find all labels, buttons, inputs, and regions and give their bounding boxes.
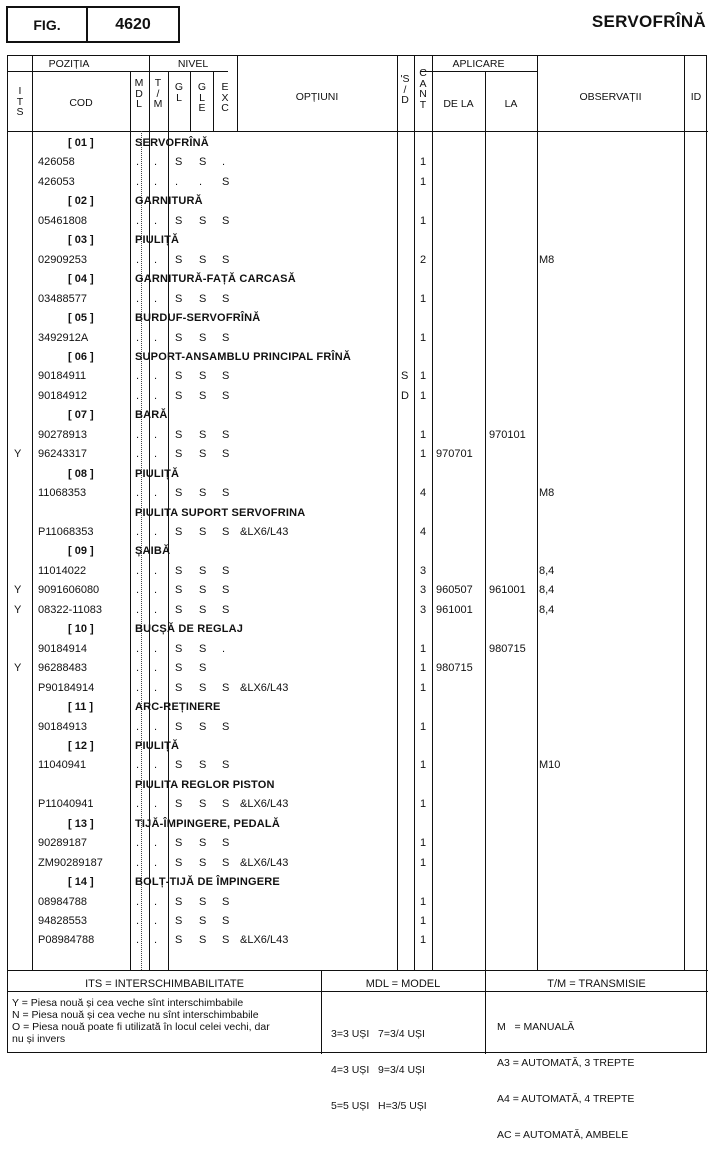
cell-exc: .	[222, 156, 226, 169]
cell-cant: 1	[420, 934, 427, 947]
section-number: [ 07 ]	[68, 409, 94, 422]
mdl-header: M D L	[134, 77, 144, 110]
cell-exc: S	[222, 584, 230, 597]
section-title: ARC-REȚINERE	[135, 701, 221, 714]
cell-cod: P90184914	[38, 681, 95, 694]
id-header: ID	[690, 91, 702, 103]
legend-title-line	[8, 991, 708, 992]
section-title: SUPORT-ANSAMBLU PRINCIPAL FRÎNĂ	[135, 350, 352, 363]
cell-cant: 4	[420, 487, 427, 500]
cell-obs: 8,4	[539, 603, 555, 616]
cell-exc: S	[222, 175, 230, 188]
legend-tm-title: T/M = TRANSMISIE	[547, 978, 646, 990]
cell-exc: S	[222, 428, 230, 441]
cell-tm: .	[154, 895, 158, 908]
cell-mdl: .	[136, 175, 140, 188]
cell-gle: S	[199, 837, 207, 850]
cell-cant: 1	[420, 175, 427, 188]
cell-cant: 3	[420, 603, 427, 616]
cell-mdl: .	[136, 253, 140, 266]
cell-cod: 08322-11083	[38, 603, 103, 616]
cell-tm: .	[154, 389, 158, 402]
section-title: PIULITA SUPORT SERVOFRINA	[135, 506, 306, 519]
gl-header: G L	[174, 81, 184, 104]
cell-gl: S	[175, 214, 183, 227]
cell-mdl: .	[136, 934, 140, 947]
optiuni-header: OPȚIUNI	[295, 91, 339, 103]
cell-exc: S	[222, 681, 230, 694]
cell-gl: S	[175, 389, 183, 402]
cell-exc: S	[222, 564, 230, 577]
cell-its: Y	[14, 662, 22, 675]
cell-opt: &LX6/L43	[240, 798, 289, 811]
cell-mdl: .	[136, 798, 140, 811]
observatii-header: OBSERVAȚII	[579, 91, 642, 103]
cell-mdl: .	[136, 448, 140, 461]
cell-cod: 11068353	[38, 487, 87, 500]
cell-tm: .	[154, 934, 158, 947]
cell-cant: 1	[420, 662, 427, 675]
cell-gle: S	[199, 389, 207, 402]
cell-exc: S	[222, 448, 230, 461]
cell-mdl: .	[136, 487, 140, 500]
figure-number: 4620	[115, 15, 151, 33]
gle-header: G L E	[197, 81, 207, 114]
section-number: [ 08 ]	[68, 467, 94, 480]
la-header: LA	[504, 98, 518, 110]
cell-gle: S	[199, 895, 207, 908]
its-header: I T S	[16, 85, 24, 118]
section-title: TIJĂ-ÎMPINGERE, PEDALĂ	[135, 817, 280, 830]
cell-tm: .	[154, 331, 158, 344]
cell-mdl: .	[136, 759, 140, 772]
cell-mdl: .	[136, 370, 140, 383]
cell-its: Y	[14, 584, 22, 597]
section-title: SERVOFRÎNĂ	[135, 137, 209, 149]
cell-mdl: .	[136, 292, 140, 305]
cell-cod: 426058	[38, 156, 75, 169]
legend-mdl-text: 3=3 UȘI 7=3/4 UȘI 4=3 UȘI 9=3/4 UȘI 5=5 UȘI H=3/5 UȘI	[331, 1028, 427, 1112]
cell-cod: 96243317	[38, 448, 87, 461]
cell-cant: 1	[420, 856, 427, 869]
cell-gl: S	[175, 837, 183, 850]
section-title: PIULIȚĂ	[135, 467, 180, 480]
cell-la: 970101	[489, 428, 526, 441]
cell-cod: P11068353	[38, 526, 94, 538]
cell-obs: M8	[539, 487, 555, 500]
legend-top-line	[8, 970, 708, 971]
cell-exc: S	[222, 856, 230, 869]
cell-obs: M10	[539, 759, 561, 772]
cell-dela: 980715	[436, 662, 473, 675]
cell-mdl: .	[136, 681, 140, 694]
cell-gle: S	[199, 720, 207, 733]
cell-obs: 8,4	[539, 584, 555, 597]
cell-exc: S	[222, 798, 230, 811]
cell-tm: .	[154, 681, 158, 694]
section-number: [ 04 ]	[68, 273, 94, 286]
cell-cod: 94828553	[38, 915, 87, 927]
cell-gl: S	[175, 584, 183, 597]
cell-mdl: .	[136, 156, 140, 169]
cell-cant: 2	[420, 253, 427, 266]
cell-gle: S	[199, 681, 207, 694]
cell-cant: 1	[420, 370, 427, 383]
cell-dela: 960507	[436, 584, 473, 597]
cell-mdl: .	[136, 662, 140, 675]
cell-exc: S	[222, 487, 230, 500]
section-number: [ 10 ]	[68, 623, 94, 636]
section-title: BOLȚ-TIJĂ DE ÎMPINGERE	[135, 876, 280, 889]
cell-gle: S	[199, 487, 207, 500]
cell-cod: P08984788	[38, 934, 95, 947]
cell-gl: .	[175, 175, 179, 188]
cell-mdl: .	[136, 214, 140, 227]
cell-opt: &LX6/L43	[240, 856, 289, 869]
cell-cod: 90289187	[38, 837, 87, 850]
cell-cant: 1	[420, 292, 427, 305]
cell-tm: .	[154, 156, 158, 169]
cell-mdl: .	[136, 720, 140, 733]
cell-gl: S	[175, 370, 183, 383]
cell-tm: .	[154, 370, 158, 383]
cell-mdl: .	[136, 837, 140, 850]
cell-opt: &LX6/L43	[240, 681, 289, 694]
header-bottom-line	[8, 131, 708, 132]
section-number: [ 01 ]	[68, 137, 94, 149]
cell-cant: 3	[420, 584, 427, 597]
header-divider	[420, 71, 537, 72]
cell-exc: S	[222, 895, 230, 908]
figure-label: FIG.	[8, 8, 88, 41]
cell-gl: S	[175, 934, 183, 947]
cell-cant: 1	[420, 214, 427, 227]
sd-header: 'S / D	[400, 73, 410, 106]
legend-its-text: Y = Piesa nouă și cea veche sînt interschimbabile N = Piesa nouă și cea veche nu sînt interschimbabile O = Piesa nouă poate fi utilizată în locul celei vechi, dar nu și invers	[12, 997, 270, 1045]
dela-header: DE LA	[443, 98, 474, 110]
cell-exc: S	[222, 526, 230, 538]
cell-cant: 1	[420, 798, 427, 811]
cell-gle: S	[199, 428, 207, 441]
cell-tm: .	[154, 526, 158, 538]
cell-cod: 3492912A	[38, 331, 89, 344]
cell-gle: S	[199, 603, 207, 616]
cod-header: COD	[69, 97, 93, 109]
cell-gl: S	[175, 642, 183, 655]
aplicare-header: APLICARE	[452, 58, 505, 70]
cell-gl: S	[175, 526, 183, 538]
cell-gl: S	[175, 292, 183, 305]
cell-cod: 08984788	[38, 895, 87, 908]
nivel-header: NIVEL	[177, 58, 209, 70]
cell-tm: .	[154, 487, 158, 500]
figure-box	[6, 6, 180, 43]
cell-cant: 1	[420, 720, 427, 733]
legend-mdl-title: MDL = MODEL	[365, 978, 441, 990]
section-title: ȘAIBĂ	[135, 545, 171, 558]
cell-gl: S	[175, 915, 183, 927]
cell-tm: .	[154, 448, 158, 461]
cell-gle: S	[199, 915, 207, 927]
cell-gl: S	[175, 331, 183, 344]
cell-opt: &LX6/L43	[240, 934, 289, 947]
cell-gl: S	[175, 895, 183, 908]
section-number: [ 03 ]	[68, 234, 94, 247]
cell-gle: S	[199, 370, 207, 383]
section-title: BARĂ	[135, 409, 168, 422]
cell-exc: S	[222, 389, 230, 402]
cell-gle: S	[199, 253, 207, 266]
section-title: GARNITURĂ-FAȚĂ CARCASĂ	[135, 273, 296, 286]
cell-cod: 9091606080	[38, 584, 100, 597]
cell-cod: 90184912	[38, 389, 87, 402]
cell-cod: 05461808	[38, 214, 87, 227]
cell-gle: S	[199, 156, 207, 169]
cell-exc: S	[222, 934, 230, 947]
cell-gle: S	[199, 526, 207, 538]
cell-cant: 1	[420, 331, 427, 344]
cant-header: C A N T	[419, 67, 427, 111]
cell-exc: S	[222, 214, 230, 227]
cell-gle: S	[199, 564, 207, 577]
exc-header: E X C	[221, 81, 229, 114]
cell-gl: S	[175, 720, 183, 733]
cell-gle: S	[199, 934, 207, 947]
section-number: [ 14 ]	[68, 876, 94, 889]
cell-cant: 1	[420, 681, 427, 694]
cell-exc: S	[222, 370, 230, 383]
cell-tm: .	[154, 798, 158, 811]
pozitia-header: POZIȚIA	[48, 58, 90, 70]
cell-cod: 90278913	[38, 428, 87, 441]
cell-cant: 1	[420, 156, 427, 169]
cell-mdl: .	[136, 642, 140, 655]
legend-its-title: ITS = INTERSCHIMBABILITATE	[85, 978, 244, 990]
cell-cant: 3	[420, 564, 427, 577]
cell-tm: .	[154, 175, 158, 188]
cell-exc: S	[222, 720, 230, 733]
cell-gl: S	[175, 681, 183, 694]
cell-gle: S	[199, 759, 207, 772]
cell-mdl: .	[136, 584, 140, 597]
cell-cant: 1	[420, 895, 427, 908]
page-title: SERVOFRÎNĂ	[591, 12, 706, 31]
cell-mdl: .	[136, 428, 140, 441]
cell-mdl: .	[136, 856, 140, 869]
cell-gle: S	[199, 856, 207, 869]
cell-exc: S	[222, 253, 230, 266]
cell-tm: .	[154, 428, 158, 441]
cell-gle: S	[199, 331, 207, 344]
cell-tm: .	[154, 292, 158, 305]
cell-sd: D	[401, 389, 409, 402]
cell-cant: 4	[420, 526, 427, 538]
cell-gle: S	[199, 662, 207, 675]
cell-tm: .	[154, 253, 158, 266]
cell-opt: &LX6/L43	[240, 526, 289, 538]
cell-la: 980715	[489, 642, 526, 655]
cell-gle: S	[199, 214, 207, 227]
cell-tm: .	[154, 603, 158, 616]
cell-gl: S	[175, 564, 183, 577]
section-number: [ 09 ]	[68, 545, 94, 558]
cell-cod: 90184911	[38, 370, 87, 383]
cell-gl: S	[175, 798, 183, 811]
cell-tm: .	[154, 837, 158, 850]
cell-gl: S	[175, 856, 183, 869]
cell-mdl: .	[136, 564, 140, 577]
cell-its: Y	[14, 603, 22, 616]
cell-mdl: .	[136, 915, 140, 927]
cell-cod: P11040941	[38, 798, 94, 811]
parts-table	[7, 55, 707, 1141]
tm-header: T / M	[153, 77, 163, 110]
cell-exc: S	[222, 331, 230, 344]
cell-gl: S	[175, 448, 183, 461]
cell-cant: 1	[420, 389, 427, 402]
cell-tm: .	[154, 662, 158, 675]
section-title: GARNITURĂ	[135, 195, 203, 208]
cell-gl: S	[175, 428, 183, 441]
cell-tm: .	[154, 214, 158, 227]
cell-exc: .	[222, 642, 226, 655]
header-divider	[8, 71, 228, 72]
cell-cod: 96288483	[38, 662, 87, 675]
section-number: [ 12 ]	[68, 739, 94, 752]
cell-dela: 970701	[436, 448, 473, 461]
cell-cod: 426053	[38, 175, 75, 188]
cell-tm: .	[154, 642, 158, 655]
cell-exc: S	[222, 759, 230, 772]
cell-cant: 1	[420, 837, 427, 850]
cell-tm: .	[154, 759, 158, 772]
section-title: BUCȘĂ DE REGLAJ	[135, 623, 244, 636]
cell-cod: 02909253	[38, 253, 87, 266]
cell-tm: .	[154, 584, 158, 597]
cell-mdl: .	[136, 526, 140, 538]
section-title: PIULIȚĂ	[135, 234, 180, 247]
cell-gl: S	[175, 487, 183, 500]
cell-exc: S	[222, 915, 230, 927]
cell-cod: 11040941	[38, 759, 87, 772]
cell-tm: .	[154, 564, 158, 577]
cell-gle: S	[199, 448, 207, 461]
cell-sd: S	[401, 370, 409, 383]
cell-cant: 1	[420, 759, 427, 772]
cell-exc: S	[222, 837, 230, 850]
cell-mdl: .	[136, 389, 140, 402]
cell-la: 961001	[489, 584, 526, 597]
cell-exc: S	[222, 292, 230, 305]
cell-cant: 1	[420, 642, 427, 655]
section-number: [ 11 ]	[68, 701, 94, 714]
section-title: BURDUF-SERVOFRÎNĂ	[135, 312, 261, 325]
cell-gl: S	[175, 603, 183, 616]
section-title: PIULITA REGLOR PISTON	[135, 778, 275, 791]
cell-gl: S	[175, 662, 183, 675]
cell-gl: S	[175, 253, 183, 266]
cell-cod: ZM90289187	[38, 856, 103, 869]
cell-cant: 1	[420, 915, 427, 927]
section-number: [ 13 ]	[68, 817, 94, 830]
cell-cod: 90184914	[38, 642, 87, 655]
cell-mdl: .	[136, 895, 140, 908]
cell-gle: S	[199, 584, 207, 597]
section-number: [ 02 ]	[68, 195, 94, 208]
section-number: [ 06 ]	[68, 350, 94, 363]
section-title: PIULIȚĂ	[135, 739, 180, 752]
cell-cant: 1	[420, 428, 427, 441]
cell-gle: .	[199, 175, 203, 188]
cell-cod: 11014022	[38, 564, 87, 577]
cell-mdl: .	[136, 603, 140, 616]
cell-gle: S	[199, 292, 207, 305]
cell-mdl: .	[136, 331, 140, 344]
cell-tm: .	[154, 856, 158, 869]
cell-gle: S	[199, 642, 207, 655]
cell-cod: 90184913	[38, 720, 87, 733]
section-number: [ 05 ]	[68, 312, 94, 325]
cell-its: Y	[14, 448, 22, 461]
cell-gl: S	[175, 156, 183, 169]
cell-obs: 8,4	[539, 564, 555, 577]
cell-cod: 03488577	[38, 292, 87, 305]
cell-gle: S	[199, 798, 207, 811]
cell-gl: S	[175, 759, 183, 772]
cell-tm: .	[154, 720, 158, 733]
cell-cant: 1	[420, 448, 427, 461]
cell-tm: .	[154, 915, 158, 927]
legend-tm-text: M = MANUALĂ A3 = AUTOMATĂ, 3 TREPTE A4 = AUTOMATĂ, 4 TREPTE AC = AUTOMATĂ, AMBELE	[497, 1021, 635, 1141]
cell-dela: 961001	[436, 603, 473, 616]
cell-exc: S	[222, 603, 230, 616]
cell-obs: M8	[539, 253, 555, 266]
